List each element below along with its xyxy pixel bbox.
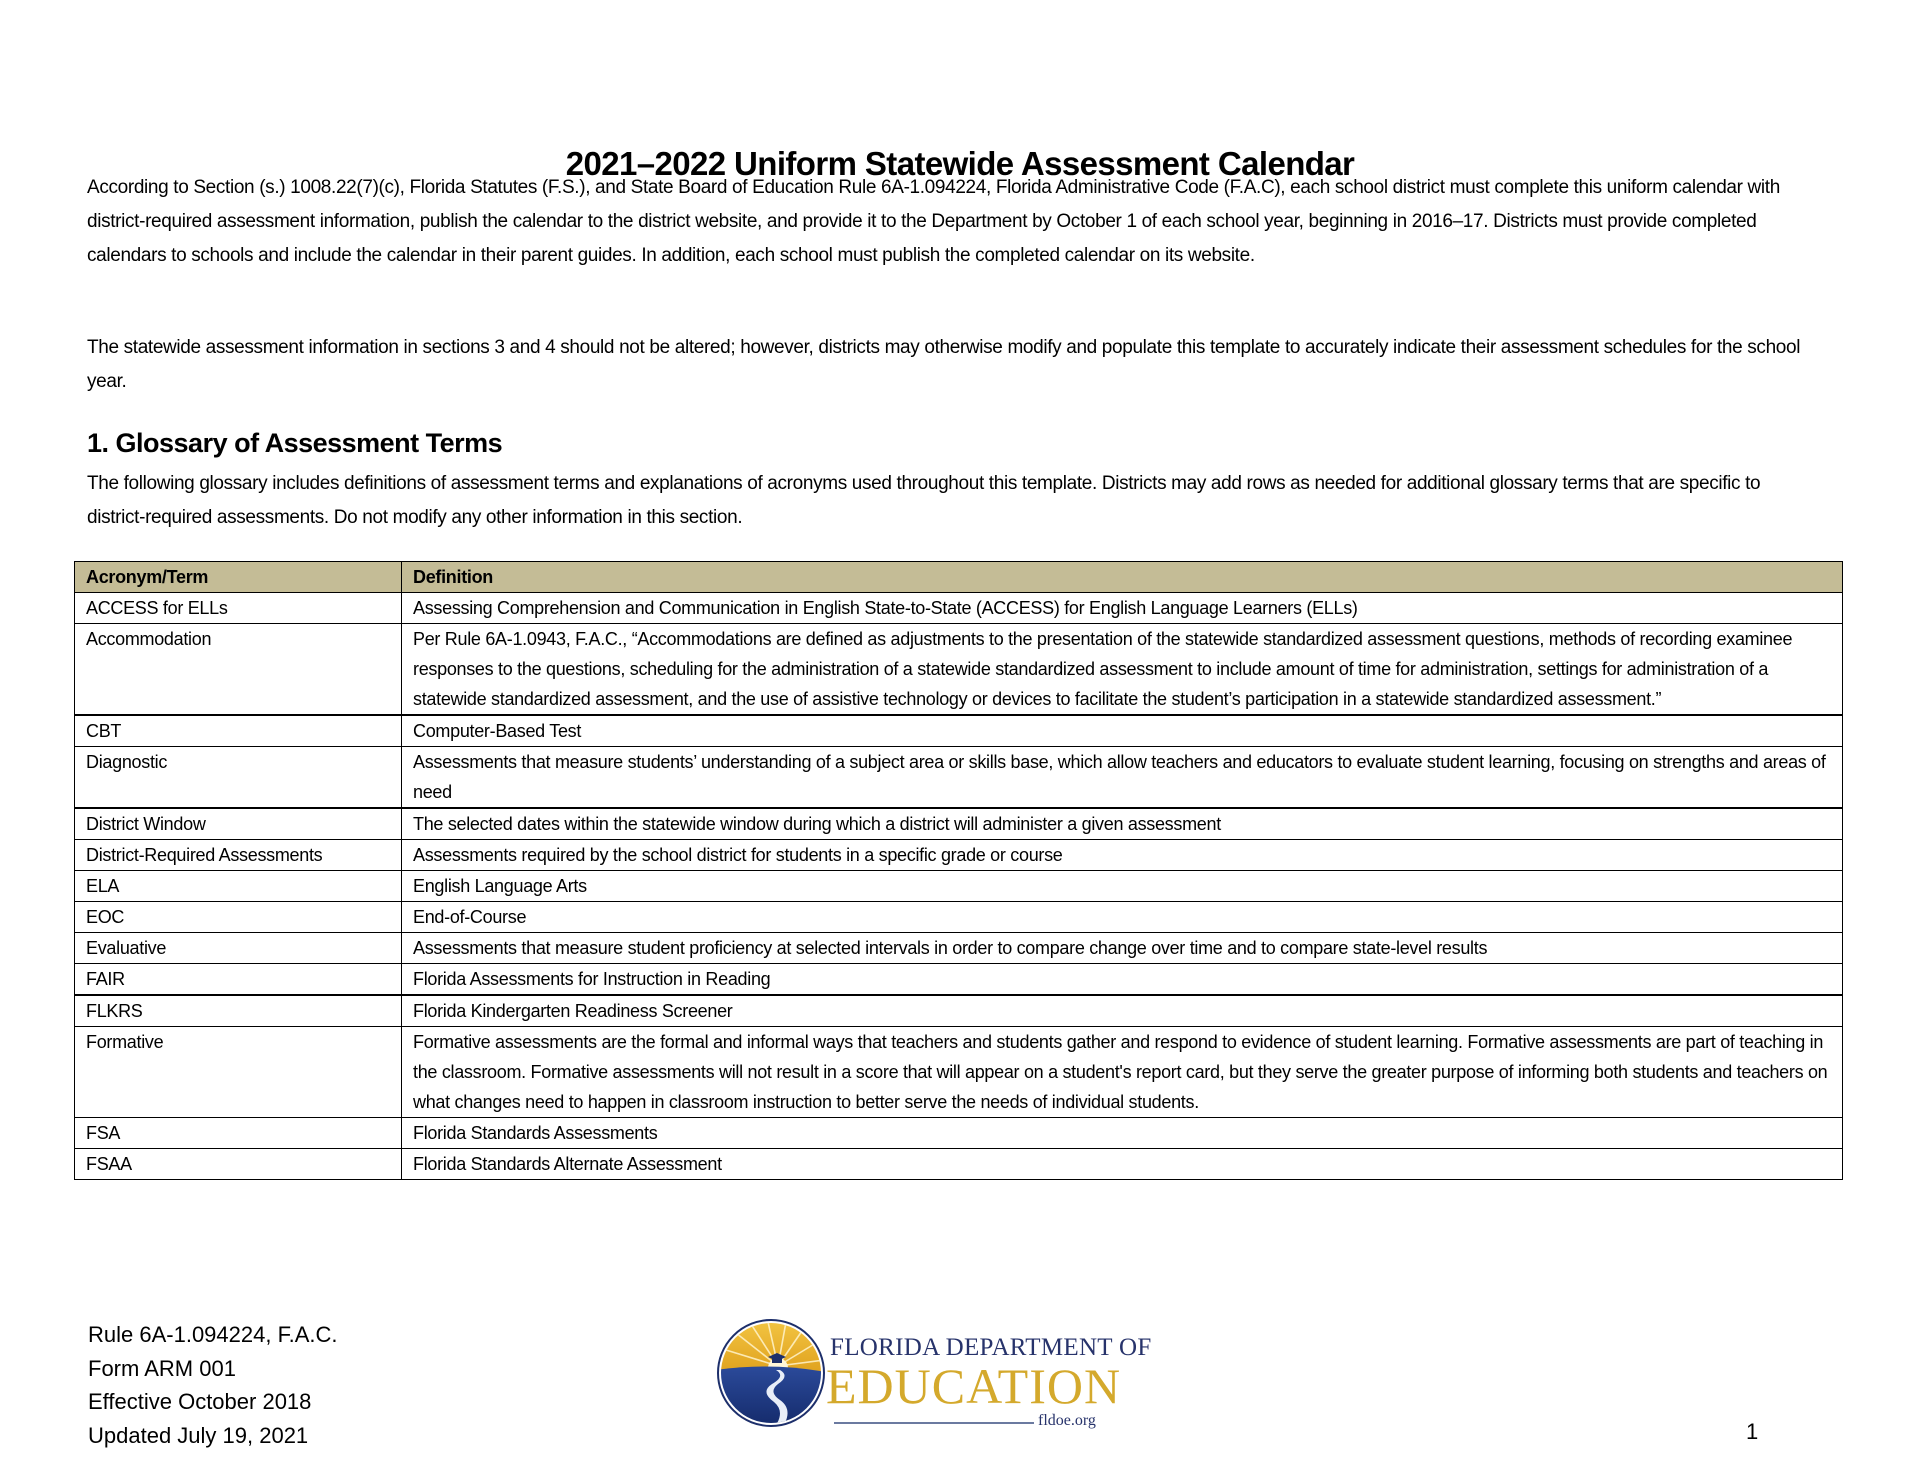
glossary-description: The following glossary includes definitions of assessment terms and explanations of acronyms used throughout this template. Districts may add rows as needed for additional glossary terms that are specific to district-required assessments. Do not modify any other information in this section. [87,473,1761,528]
term-cell: ELA [75,871,402,902]
table-row [75,964,1843,996]
term-cell: CBT [75,715,402,747]
logo-line-1: FLORIDA DEPARTMENT OF [830,1334,1152,1361]
intro-paragraph-1: According to Section (s.) 1008.22(7)(c), Florida Statutes (F.S.), and State Board of Education Rule 6A-1.094224, Florida Administrative Code (F.A.C), each school district must complete this uniform calendar with district-required assessment information, publish the calendar to the district website, and provide it to the Department by October 1 of each school year, beginning in 2016–17. Districts must provide completed calendars to schools and include the calendar in their parent guides. In addition, each school must publish the completed calendar on its website. [87,177,1780,266]
term-cell: Diagnostic [75,747,402,809]
term-cell: ACCESS for ELLs [75,593,402,624]
term-cell: Formative [75,1027,402,1118]
table-row [75,808,1843,840]
term-cell: FSA [75,1118,402,1149]
table-row [75,933,1843,964]
definition-cell: Computer-Based Test [402,715,1843,747]
table-row [75,715,1843,747]
fldoe-emblem-icon [716,1318,826,1428]
intro-paragraph-2: The statewide assessment information in sections 3 and 4 should not be altered; however, districts may otherwise modify and populate this template to accurately indicate their assessment schedules for the school year. [87,337,1801,392]
footer-effective: Effective October 2018 [88,1389,312,1414]
definition-cell: English Language Arts [402,871,1843,902]
definition-cell: Assessments that measure students’ understanding of a subject area or skills base, which allow teachers and educators to evaluate student learning, focusing on strengths and areas of need [402,747,1843,809]
fldoe-logo [716,1318,1152,1433]
glossary-table [74,561,1843,1180]
table-row [75,995,1843,1027]
logo-line-2: EDUCATION [826,1358,1122,1414]
page-number: 1 [1746,1419,1759,1444]
definition-cell: The selected dates within the statewide window during which a district will administer a given assessment [402,808,1843,840]
term-cell: District-Required Assessments [75,840,402,871]
term-cell: FLKRS [75,995,402,1027]
footer-rule: Rule 6A-1.094224, F.A.C. [88,1322,338,1347]
column-header-definition: Definition [402,562,1843,593]
term-cell: Evaluative [75,933,402,964]
glossary-header-row [75,562,1843,593]
definition-cell: Florida Kindergarten Readiness Screener [402,995,1843,1027]
definition-cell: Florida Standards Assessments [402,1118,1843,1149]
logo-divider [834,1422,1034,1424]
definition-cell: Formative assessments are the formal and informal ways that teachers and students gather and respond to evidence of student learning. Formative assessments are part of teaching in the classroom. Formative assessments will not result in a score that will appear on a student's report card, but they serve the greater purpose of informing both students and teachers on what changes need to happen in classroom instruction to better serve the needs of individual students. [402,1027,1843,1118]
table-row [75,1118,1843,1149]
definition-cell: End-of-Course [402,902,1843,933]
term-cell: District Window [75,808,402,840]
definition-cell: Assessments required by the school district for students in a specific grade or course [402,840,1843,871]
table-row [75,840,1843,871]
table-row [75,871,1843,902]
table-row [75,593,1843,624]
term-cell: Accommodation [75,624,402,716]
footer-updated: Updated July 19, 2021 [88,1422,309,1448]
term-cell: FAIR [75,964,402,996]
logo-url: fldoe.org [1038,1412,1096,1429]
footer-form: Form ARM 001 [88,1355,236,1381]
definition-cell: Florida Assessments for Instruction in Reading [402,964,1843,996]
term-cell: EOC [75,902,402,933]
footer-rule-info [88,1318,337,1452]
column-header-term: Acronym/Term [75,562,402,593]
table-row [75,1027,1843,1118]
definition-cell: Per Rule 6A-1.0943, F.A.C., “Accommodations are defined as adjustments to the presentation of the statewide standardized assessment questions, methods of recording examinee responses to the questions, scheduling for the administration of a statewide standardized assessment to include amount of time for administration, settings for administration of a statewide standardized assessment, and the use of assistive technology or devices to facilitate the student’s participation in a statewide standardized assessment.” [402,624,1843,716]
definition-cell: Florida Standards Alternate Assessment [402,1149,1843,1180]
definition-cell: Assessments that measure student proficiency at selected intervals in order to compare change over time and to compare state-level results [402,933,1843,964]
document-title: 2021–2022 Uniform Statewide Assessment Calendar [565,145,1355,183]
section-heading-glossary: 1. Glossary of Assessment Terms [87,428,503,458]
table-row [75,747,1843,809]
table-row [75,902,1843,933]
table-row [75,624,1843,716]
table-row [75,1149,1843,1180]
definition-cell: Assessing Comprehension and Communication in English State-to-State (ACCESS) for English Language Learners (ELLs) [402,593,1843,624]
term-cell: FSAA [75,1149,402,1180]
